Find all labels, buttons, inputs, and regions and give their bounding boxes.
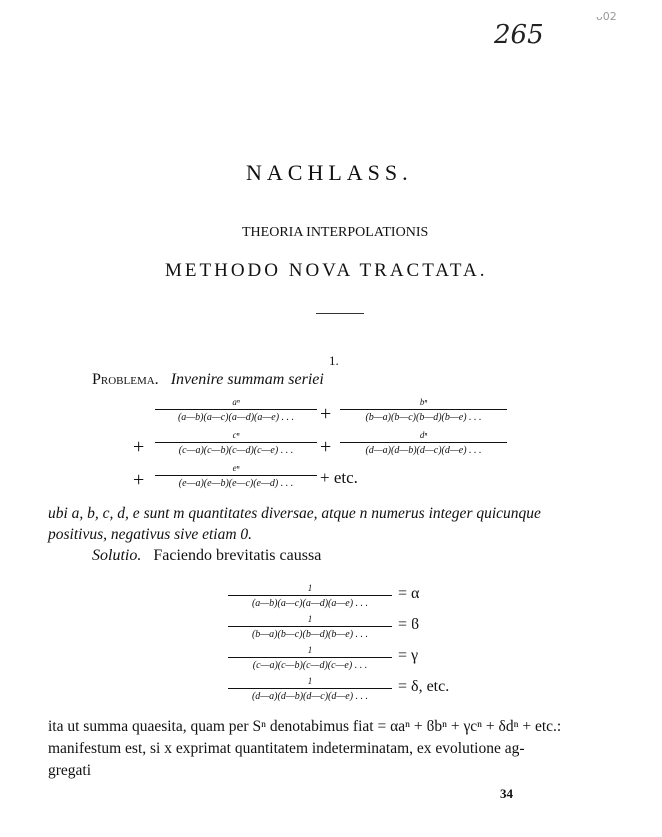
subtitle-methodo: METHODO NOVA TRACTATA.: [165, 260, 488, 281]
page-title: NACHLASS.: [246, 160, 413, 185]
def-alpha: 1 (a—b)(a—c)(a—d)(a—e) . . .: [228, 583, 392, 610]
problem-line: [92, 371, 324, 389]
def-beta-rhs: = ϐ: [398, 616, 420, 633]
corner-mark: ᴗ02: [596, 10, 617, 23]
series-etc: + etc.: [320, 468, 358, 487]
solution-line: [92, 547, 321, 565]
handwritten-page-number: 265: [494, 20, 544, 50]
solution-text: Faciendo brevitatis caussa: [153, 547, 322, 564]
def-alpha-rhs: = α: [398, 585, 420, 602]
def-gamma-rhs: = γ: [398, 647, 419, 664]
closing-line-2: manifestum est, si x exprimat quantitatem indeterminatam, ex evolutione ag-: [48, 740, 525, 757]
subtitle-theoria: THEORIA INTERPOLATIONIS: [242, 225, 429, 240]
plus-sign: +: [320, 403, 332, 425]
series-term-b: bⁿ (b—a)(b—c)(b—d)(b—e) . . .: [340, 397, 507, 424]
plus-sign: +: [133, 469, 145, 491]
def-delta: 1 (d—a)(d—b)(d—c)(d—e) . . .: [228, 676, 392, 703]
series-term-a: aⁿ (a—b)(a—c)(a—d)(a—e) . . .: [155, 397, 317, 424]
solution-label: Solutio.: [92, 547, 142, 564]
conditions-line-1: ubi a, b, c, d, e sunt m quantitates diversae, atque n numerus integer quicunque: [48, 505, 541, 522]
series-term-d: dⁿ (d—a)(d—b)(d—c)(d—e) . . .: [340, 430, 507, 457]
plus-sign: +: [133, 436, 145, 458]
problem-label: Problema.: [92, 371, 159, 388]
def-gamma: 1 (c—a)(c—b)(c—d)(c—e) . . .: [228, 645, 392, 672]
def-beta: 1 (b—a)(b—c)(b—d)(b—e) . . .: [228, 614, 392, 641]
closing-line-3: gregati: [48, 762, 92, 779]
page-number: 34: [500, 786, 513, 801]
closing-line-1: ita ut summa quaesita, quam per Sⁿ denotabimus fiat = αaⁿ + ϐbⁿ + γcⁿ + δdⁿ + etc.:: [48, 718, 562, 735]
conditions-line-2: positivus, negativus sive etiam 0.: [48, 526, 253, 543]
series-term-c: cⁿ (c—a)(c—b)(c—d)(c—e) . . .: [155, 430, 317, 457]
series-term-e: eⁿ (e—a)(e—b)(e—c)(e—d) . . .: [155, 463, 317, 490]
section-number: 1.: [329, 353, 339, 368]
def-delta-rhs: = δ, etc.: [398, 678, 450, 695]
problem-statement: Invenire summam seriei: [170, 371, 324, 388]
plus-sign: +: [320, 436, 332, 458]
title-divider: [316, 313, 364, 314]
